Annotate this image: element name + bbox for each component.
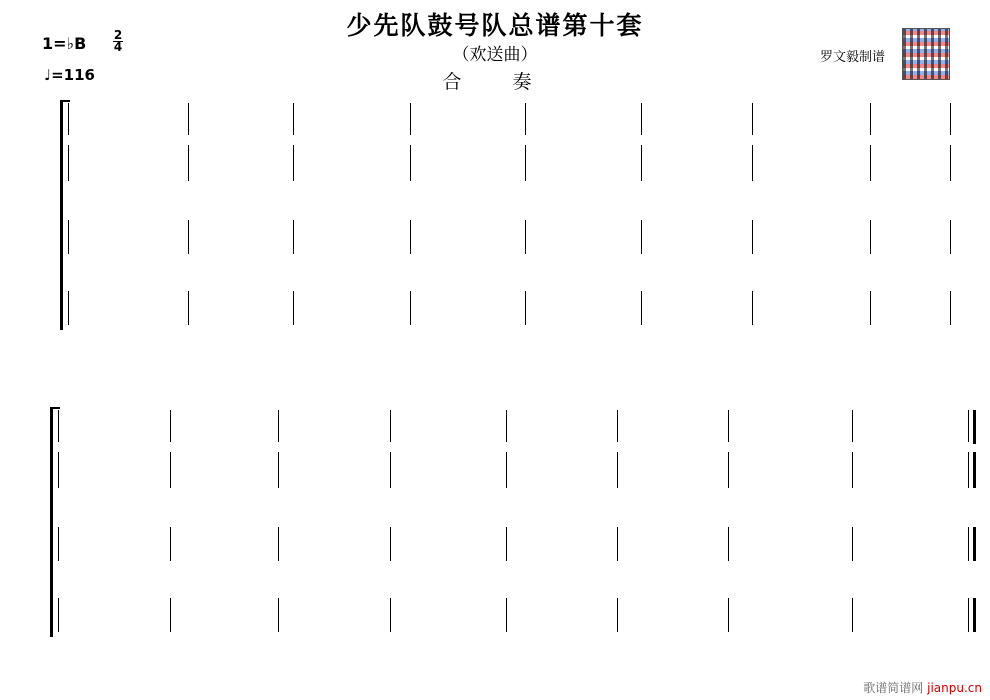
system1-barline xyxy=(525,220,526,254)
system2-barline xyxy=(617,410,618,442)
system2-barline xyxy=(617,598,618,632)
system2-barline xyxy=(506,410,507,442)
system2-barline xyxy=(968,527,969,561)
final-barline xyxy=(973,452,976,488)
system1-barline xyxy=(752,103,753,135)
arranger-credit: 罗文毅制谱 xyxy=(820,50,886,65)
final-barline xyxy=(973,410,976,444)
system1-barline xyxy=(870,291,871,325)
site-watermark xyxy=(863,679,982,696)
time-bottom: 4 xyxy=(113,40,123,54)
system1-barline xyxy=(525,145,526,181)
system1-barline xyxy=(293,220,294,254)
system1-barline xyxy=(68,145,69,181)
system1-bracket xyxy=(60,100,67,330)
system1-barline xyxy=(641,145,642,181)
system1-barline xyxy=(188,220,189,254)
system2-barline xyxy=(506,598,507,632)
system1-bracket-top xyxy=(60,100,70,102)
system1-barline xyxy=(950,220,951,254)
system1-barline xyxy=(870,220,871,254)
system1-barline xyxy=(950,145,951,181)
system2-barline xyxy=(968,598,969,632)
system1-barline xyxy=(293,145,294,181)
score-subtitle: （欢送曲） xyxy=(452,45,538,65)
system1-barline xyxy=(68,291,69,325)
watermark-url: jianpu.cn xyxy=(927,681,982,695)
system2-barline xyxy=(170,598,171,632)
score-title: 少先队鼓号队总谱第十套 xyxy=(346,11,644,40)
qr-code-image xyxy=(902,28,950,80)
system2-barline xyxy=(728,598,729,632)
system2-barline xyxy=(968,410,969,442)
system1-barline xyxy=(410,220,411,254)
system2-barline xyxy=(278,527,279,561)
system1-barline xyxy=(870,145,871,181)
final-barline xyxy=(973,598,976,632)
system2-barline xyxy=(728,452,729,488)
system2-barline xyxy=(278,598,279,632)
system2-barline xyxy=(58,452,59,488)
system1-barline xyxy=(293,103,294,135)
system2-barline xyxy=(170,410,171,442)
system2-barline xyxy=(278,452,279,488)
ensemble-label: 合 奏 xyxy=(442,71,548,93)
system2-bracket-top xyxy=(50,407,60,409)
system2-barline xyxy=(58,527,59,561)
system1-barline xyxy=(752,145,753,181)
key-signature: 1=♭B xyxy=(42,34,87,53)
system2-barline xyxy=(390,410,391,442)
system1-barline xyxy=(525,291,526,325)
system1-barline xyxy=(188,291,189,325)
system1-barline xyxy=(641,103,642,135)
system1-barline xyxy=(410,291,411,325)
system1-barline xyxy=(68,103,69,135)
system2-barline xyxy=(170,527,171,561)
system1-barline xyxy=(752,220,753,254)
system1-barline xyxy=(68,220,69,254)
system1-barline xyxy=(410,103,411,135)
system1-barline xyxy=(870,103,871,135)
system2-barline xyxy=(728,410,729,442)
system2-barline xyxy=(617,452,618,488)
system2-barline xyxy=(852,598,853,632)
system1-barline xyxy=(950,103,951,135)
system2-barline xyxy=(390,598,391,632)
system2-barline xyxy=(617,527,618,561)
system1-barline xyxy=(293,291,294,325)
system1-barline xyxy=(641,220,642,254)
system1-barline xyxy=(641,291,642,325)
system2-barline xyxy=(278,410,279,442)
system1-barline xyxy=(752,291,753,325)
system2-barline xyxy=(852,527,853,561)
time-top: 2 xyxy=(113,28,123,42)
system2-bracket xyxy=(50,407,57,637)
system2-barline xyxy=(58,598,59,632)
system2-barline xyxy=(390,527,391,561)
system1-barline xyxy=(188,103,189,135)
system1-barline xyxy=(950,291,951,325)
system2-barline xyxy=(506,452,507,488)
time-signature xyxy=(113,30,123,53)
system1-barline xyxy=(525,103,526,135)
system2-barline xyxy=(506,527,507,561)
system2-barline xyxy=(852,452,853,488)
system2-barline xyxy=(58,410,59,442)
watermark-site: 歌谱简谱网 xyxy=(863,681,924,695)
system2-barline xyxy=(170,452,171,488)
system2-barline xyxy=(728,527,729,561)
system1-barline xyxy=(410,145,411,181)
system2-barline xyxy=(390,452,391,488)
system1-barline xyxy=(188,145,189,181)
system2-barline xyxy=(968,452,969,488)
tempo-marking: ♩=116 xyxy=(44,66,95,84)
system2-barline xyxy=(852,410,853,442)
final-barline xyxy=(973,527,976,561)
